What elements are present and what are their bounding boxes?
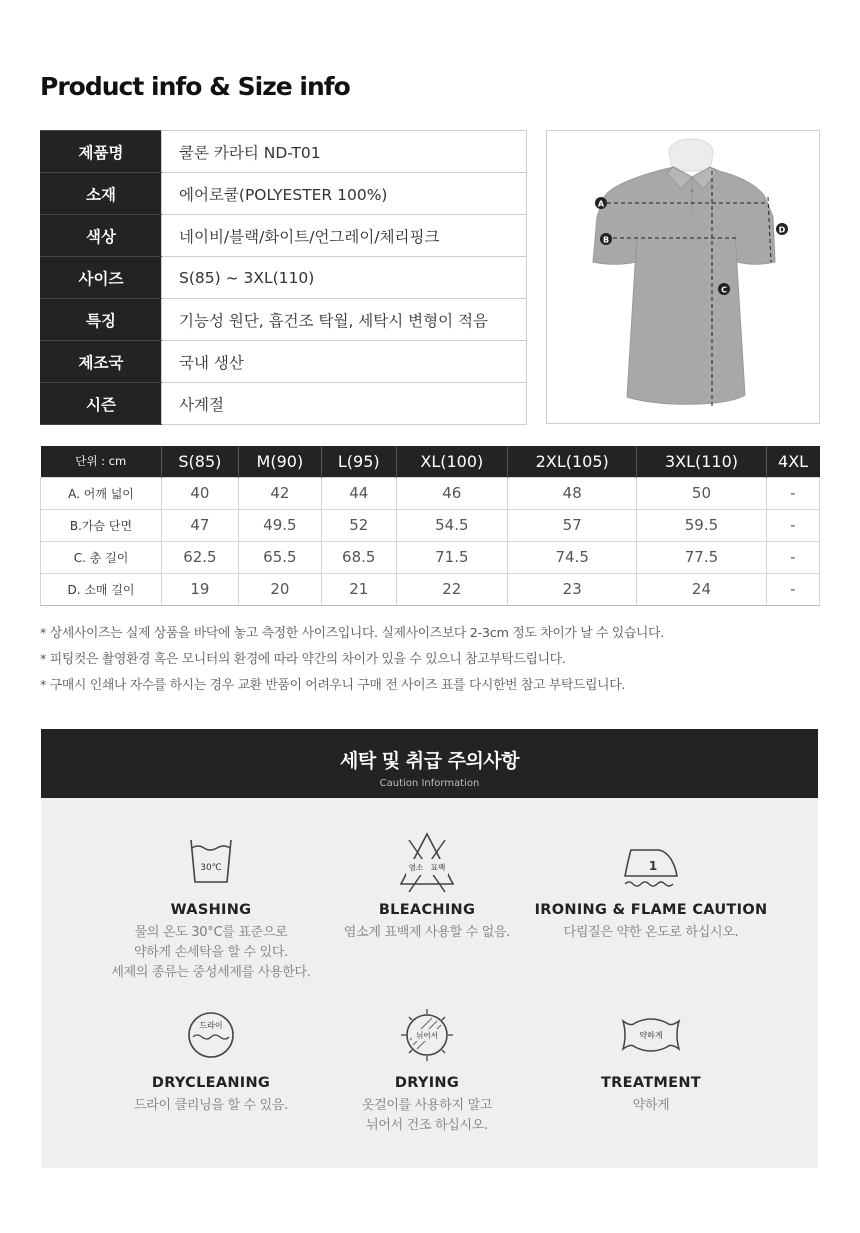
label-a-marker <box>595 197 607 209</box>
drying-icon <box>397 1005 457 1071</box>
care-item-ironing <box>531 832 771 943</box>
table-cell: 49.5 <box>238 509 321 541</box>
table-cell: 57 <box>508 509 637 541</box>
label-d-marker <box>776 223 788 235</box>
bleaching-icon <box>397 832 457 898</box>
column-header: L(95) <box>321 446 396 477</box>
washing-icon <box>181 832 241 898</box>
info-key: 소재 <box>41 173 162 215</box>
ironing-icon <box>621 832 681 898</box>
table-cell: 68.5 <box>321 541 396 573</box>
table-row <box>41 257 527 299</box>
care-desc: 드라이 클리닝을 할 수 있음. <box>134 1098 288 1113</box>
caution-panel <box>41 798 818 1168</box>
table-cell: 54.5 <box>396 509 508 541</box>
info-value: 쿨론 카라티 ND-T01 <box>162 131 527 173</box>
label-d: D <box>778 225 786 235</box>
info-value: 에어로쿨(POLYESTER 100%) <box>162 173 527 215</box>
table-cell: 46 <box>396 477 508 509</box>
drycleaning-icon-text: 드라이 <box>199 1021 223 1030</box>
table-cell: - <box>766 573 819 605</box>
caution-subtitle: Caution Information <box>379 778 480 789</box>
column-header: 2XL(105) <box>508 446 637 477</box>
table-row <box>41 215 527 257</box>
note-text: * 구매시 인쇄나 자수를 하시는 경우 교환 반품이 어려우니 구매 전 사이즈 표를 다시한번 참고 부탁드립니다. <box>40 678 626 693</box>
size-notes <box>40 621 830 699</box>
column-header: 3XL(110) <box>637 446 766 477</box>
care-desc: 염소계 표백제 사용할 수 없음. <box>343 925 511 940</box>
caution-header <box>41 729 818 798</box>
table-cell: 48 <box>508 477 637 509</box>
row-label: A. 어깨 넓이 <box>41 477 162 509</box>
table-cell: 50 <box>637 477 766 509</box>
table-row <box>41 477 820 509</box>
table-row <box>41 173 527 215</box>
size-table <box>40 446 820 606</box>
table-cell: 52 <box>321 509 396 541</box>
table-cell: 21 <box>321 573 396 605</box>
treatment-icon <box>621 1005 681 1071</box>
table-cell: 59.5 <box>637 509 766 541</box>
info-key: 제품명 <box>41 131 162 173</box>
info-key: 특징 <box>41 299 162 341</box>
info-key: 제조국 <box>41 341 162 383</box>
label-c: C <box>721 285 727 295</box>
table-row <box>41 341 527 383</box>
care-name: TREATMENT <box>600 1075 701 1091</box>
table-cell: 77.5 <box>637 541 766 573</box>
care-desc: 다림질은 약한 온도로 하십시오. <box>563 925 739 940</box>
column-header: 4XL <box>766 446 819 477</box>
care-item-drying <box>307 1005 547 1136</box>
ironing-icon-text: 1 <box>648 859 658 873</box>
caution-title: 세탁 및 취급 주의사항 <box>339 750 520 772</box>
table-row <box>41 541 820 573</box>
treatment-icon-text: 약하게 <box>639 1031 663 1040</box>
info-value: 네이비/블랙/화이트/언그레이/체리핑크 <box>162 215 527 257</box>
info-value: S(85) ~ 3XL(110) <box>162 257 527 299</box>
care-desc: 물의 온도 30°C를 표준으로 약하게 손세탁을 할 수 있다. 세제의 종류는 중성세제를 사용한다. <box>111 925 311 980</box>
care-name: DRYCLEANING <box>151 1075 271 1091</box>
page-title: Product info & Size info <box>40 72 350 101</box>
row-label: D. 소매 길이 <box>41 573 162 605</box>
table-cell: 22 <box>396 573 508 605</box>
table-row <box>41 509 820 541</box>
column-header: M(90) <box>238 446 321 477</box>
table-cell: 24 <box>637 573 766 605</box>
column-header: 단위 : cm <box>41 446 162 477</box>
table-cell: 74.5 <box>508 541 637 573</box>
care-name: DRYING <box>394 1075 460 1091</box>
table-cell: 23 <box>508 573 637 605</box>
table-row <box>41 573 820 605</box>
table-cell: 40 <box>162 477 239 509</box>
washing-icon-text: 30℃ <box>200 863 222 873</box>
table-cell: - <box>766 509 819 541</box>
care-name: WASHING <box>170 902 252 918</box>
row-label: C. 총 길이 <box>41 541 162 573</box>
shirt-measure-diagram <box>546 130 820 424</box>
table-cell: 19 <box>162 573 239 605</box>
label-a: A <box>597 199 605 209</box>
bleaching-icon-text-2: 표백 <box>430 863 446 872</box>
table-row <box>41 131 527 173</box>
care-item-washing <box>91 832 331 983</box>
row-label: B.가슴 단면 <box>41 509 162 541</box>
label-b: B <box>602 235 610 245</box>
table-cell: 62.5 <box>162 541 239 573</box>
table-row <box>41 383 527 425</box>
info-value: 국내 생산 <box>162 341 527 383</box>
column-header: XL(100) <box>396 446 508 477</box>
column-header: S(85) <box>162 446 239 477</box>
care-item-drycleaning <box>91 1005 331 1116</box>
table-cell: - <box>766 477 819 509</box>
note-text: * 피팅컷은 촬영환경 혹은 모니터의 환경에 따라 약간의 차이가 있을 수 있으니 참고부탁드립니다. <box>40 652 566 667</box>
note-text: * 상세사이즈는 실제 상품을 바닥에 놓고 측정한 사이즈입니다. 실제사이즈보다 2-3cm 정도 차이가 날 수 있습니다. <box>40 626 664 641</box>
drying-icon-text: 뉘어서 <box>416 1031 438 1040</box>
info-value: 기능성 원단, 흡건조 탁월, 세탁시 변형이 적음 <box>162 299 527 341</box>
care-desc: 약하게 <box>632 1098 670 1113</box>
table-row <box>41 299 527 341</box>
info-key: 색상 <box>41 215 162 257</box>
table-cell: 20 <box>238 573 321 605</box>
table-cell: 42 <box>238 477 321 509</box>
care-item-treatment <box>531 1005 771 1116</box>
table-cell: 44 <box>321 477 396 509</box>
drycleaning-icon <box>181 1005 241 1071</box>
bleaching-icon-text-1: 염소 <box>408 863 424 872</box>
info-value: 사계절 <box>162 383 527 425</box>
product-info-table <box>40 130 527 425</box>
care-desc: 옷걸이를 사용하지 말고 뉘어서 건조 하십시오. <box>361 1098 493 1133</box>
table-header-row <box>41 446 820 477</box>
table-cell: 65.5 <box>238 541 321 573</box>
info-key: 사이즈 <box>41 257 162 299</box>
care-name: IRONING & FLAME CAUTION <box>534 902 768 918</box>
table-cell: - <box>766 541 819 573</box>
table-cell: 47 <box>162 509 239 541</box>
care-name: BLEACHING <box>378 902 476 918</box>
label-c-marker <box>718 283 730 295</box>
care-item-bleaching <box>307 832 547 943</box>
label-b-marker <box>600 233 612 245</box>
info-key: 시즌 <box>41 383 162 425</box>
table-cell: 71.5 <box>396 541 508 573</box>
